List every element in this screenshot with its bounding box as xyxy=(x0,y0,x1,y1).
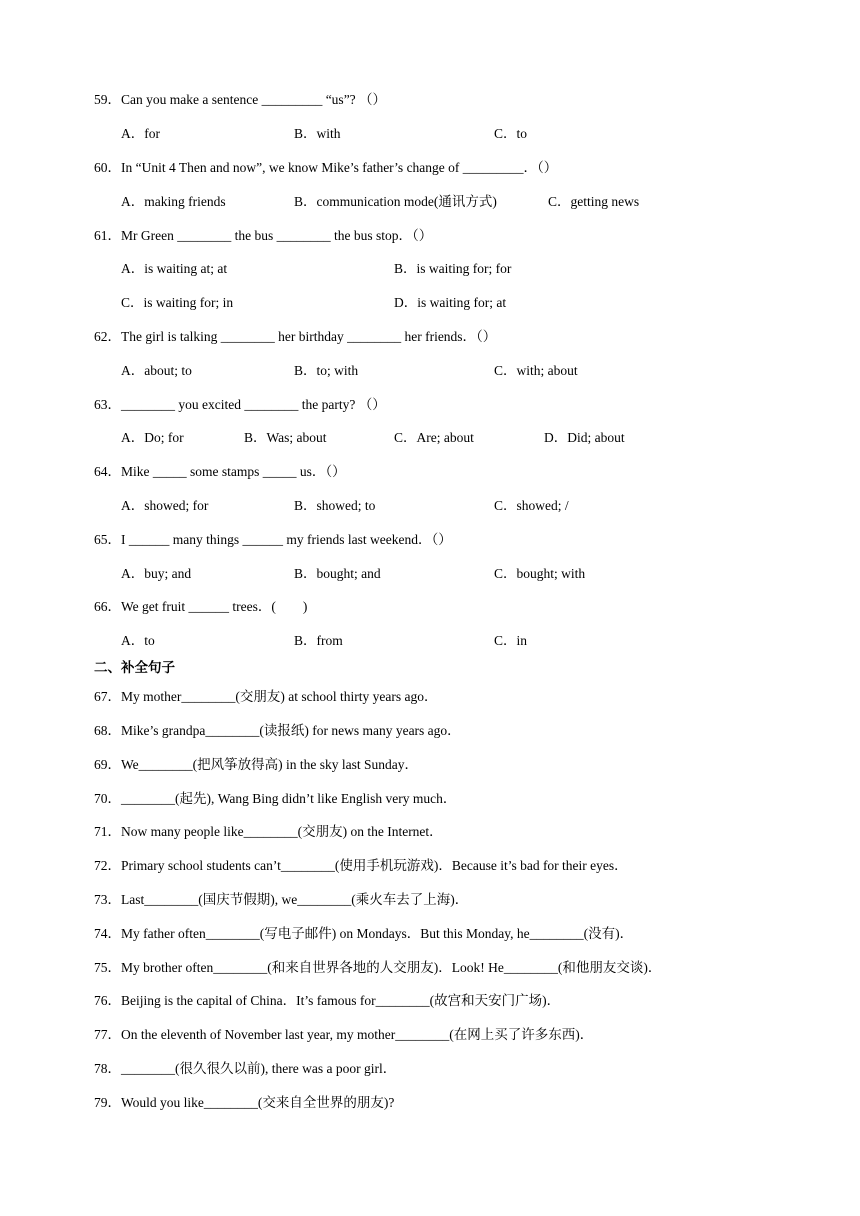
question-64: 64．Mike _____ some stamps _____ us．（） xyxy=(94,464,346,479)
option-63-a: A．Do; for xyxy=(121,430,184,445)
question-68: 68．Mike’s grandpa________(读报纸) for news many years ago． xyxy=(94,723,461,738)
option-61-c: C．is waiting for; in xyxy=(121,295,234,310)
option-60-b: B．communication mode(通讯方式) xyxy=(294,194,497,209)
option-61-d: D．is waiting for; at xyxy=(394,295,507,310)
question-72: 72．Primary school students can’t________(使用手机玩游戏)．Because it’s bad for their eyes． xyxy=(94,858,628,873)
option-63-d: D．Did; about xyxy=(544,430,625,445)
option-64-b: B．showed; to xyxy=(294,498,376,513)
question-66: 66．We get fruit ______ trees．( ) xyxy=(94,599,308,614)
question-70: 70．________(起先), Wang Bing didn’t like English very much． xyxy=(94,791,457,806)
option-59-c: C．to xyxy=(494,126,528,141)
question-75: 75．My brother often________(和来自世界各地的人交朋友)．Look! He________(和他朋友交谈)． xyxy=(94,960,662,975)
option-60-a: A．making friends xyxy=(121,194,226,209)
question-73: 73．Last________(国庆节假期), we________(乘火车去了上海)． xyxy=(94,892,469,907)
option-60-c: C．getting news xyxy=(548,194,640,209)
question-78: 78．________(很久很久以前), there was a poor girl． xyxy=(94,1061,397,1076)
option-64-c: C．showed; / xyxy=(494,498,569,513)
option-62-a: A．about; to xyxy=(121,363,192,378)
option-66-b: B．from xyxy=(294,633,343,648)
option-62-b: B．to; with xyxy=(294,363,359,378)
question-74: 74．My father often________(写电子邮件) on Mondays．But this Monday, he________(没有)． xyxy=(94,926,634,941)
option-61-b: B．is waiting for; for xyxy=(394,261,512,276)
option-61-a: A．is waiting at; at xyxy=(121,261,228,276)
question-67: 67．My mother________(交朋友) at school thirty years ago． xyxy=(94,689,438,704)
question-63: 63．________ you excited ________ the party? （） xyxy=(94,397,386,412)
option-65-c: C．bought; with xyxy=(494,566,586,581)
question-76: 76．Beijing is the capital of China．It’s famous for________(故宫和天安门广场)． xyxy=(94,993,561,1008)
option-59-a: A．for xyxy=(121,126,160,141)
question-65: 65．I ______ many things ______ my friends last weekend．（） xyxy=(94,532,452,547)
question-59: 59．Can you make a sentence _________ “us”? （） xyxy=(94,92,387,107)
question-62: 62．The girl is talking ________ her birthday ________ her friends．（） xyxy=(94,329,497,344)
option-65-b: B．bought; and xyxy=(294,566,381,581)
section-title: 二、补全句子 xyxy=(94,660,175,676)
question-77: 77．On the eleventh of November last year, my mother________(在网上买了许多东西)． xyxy=(94,1027,594,1042)
option-66-a: A．to xyxy=(121,633,155,648)
question-61: 61．Mr Green ________ the bus ________ the bus stop．（） xyxy=(94,228,433,243)
option-63-b: B．Was; about xyxy=(244,430,327,445)
question-69: 69．We________(把风筝放得高) in the sky last Sunday． xyxy=(94,757,419,772)
option-66-c: C．in xyxy=(494,633,528,648)
option-65-a: A．buy; and xyxy=(121,566,192,581)
option-59-b: B．with xyxy=(294,126,341,141)
option-64-a: A．showed; for xyxy=(121,498,209,513)
option-63-c: C．Are; about xyxy=(394,430,474,445)
option-62-c: C．with; about xyxy=(494,363,578,378)
question-60: 60．In “Unit 4 Then and now”, we know Mike’s father’s change of _________．（） xyxy=(94,160,558,175)
question-71: 71．Now many people like________(交朋友) on the Internet． xyxy=(94,824,443,839)
question-79: 79．Would you like________(交来自全世界的朋友)? xyxy=(94,1095,395,1110)
